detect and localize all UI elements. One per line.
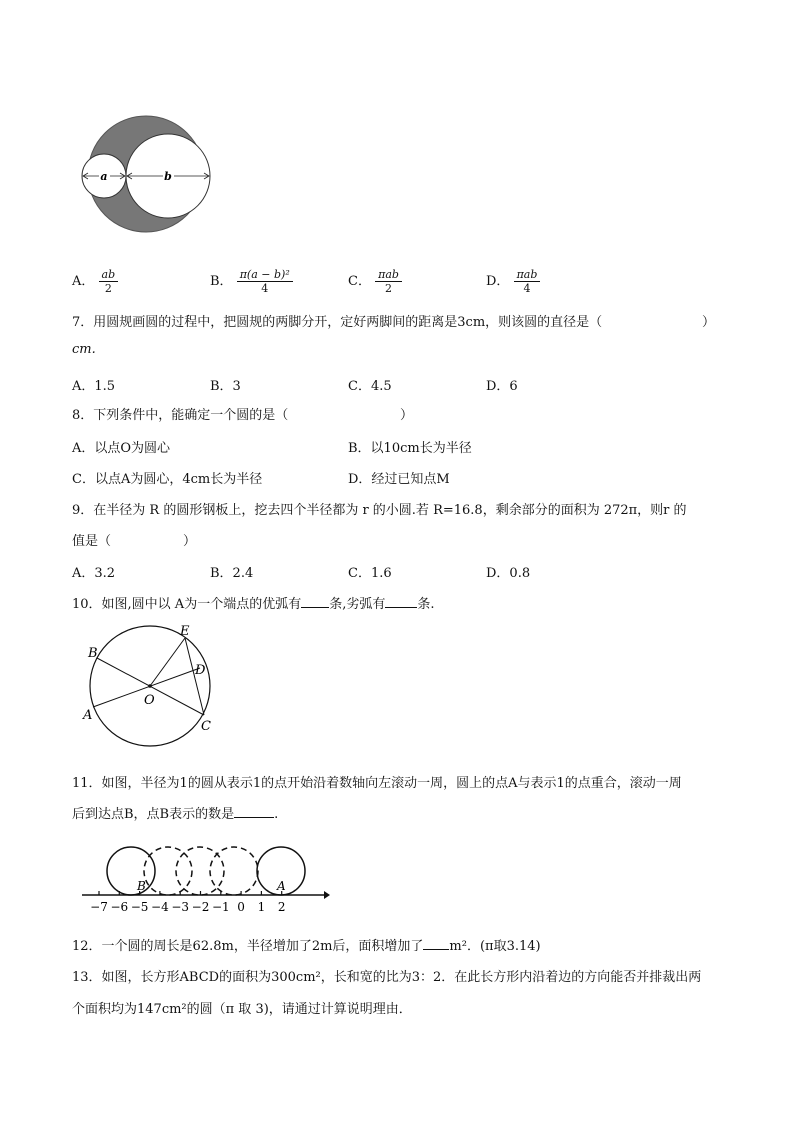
q8-stem: 8．下列条件中，能确定一个圆的是（ — [72, 408, 289, 423]
q7-option-c[interactable]: C．4.5 — [348, 379, 392, 394]
q8-option-c[interactable]: C．以点A为圆心，4cm长为半径 — [72, 472, 263, 487]
q11-number-line-figure — [78, 835, 338, 917]
q9-stem-line2: 值是（ — [72, 534, 112, 549]
tick-label: −4 — [151, 900, 169, 914]
q6-option-b[interactable]: B． $\frac{\text{π(a − b)²}}{4}$ — [210, 268, 293, 295]
tick-label: 2 — [277, 900, 286, 914]
tick-label: −6 — [110, 900, 129, 914]
q9-option-b[interactable]: B．2.4 — [210, 566, 254, 581]
label-a: a — [100, 170, 108, 183]
q12-answer-blank[interactable] — [423, 949, 449, 950]
label-point-e: E — [180, 624, 190, 639]
q7-stem-line1: 7．用圆规画圆的过程中，把圆规的两脚分开，定好两脚间的距离是3cm，则该圆的直径是（ — [72, 315, 603, 330]
q6-circle-figure — [75, 112, 220, 237]
q10-stem: 10．如图,圆中以 A为一个端点的优弧有 条,劣弧有 条. — [72, 597, 435, 612]
axis-arrow-icon — [324, 891, 330, 899]
tick-label: 1 — [257, 900, 266, 914]
q11-stem-line1: 11．如图，半径为1的圆从表示1的点开始沿着数轴向左滚动一周，圆上的点A与表示1的点重合，滚动一周 — [72, 776, 682, 791]
q7-paren-close: ） — [702, 315, 716, 330]
q6-option-d[interactable]: D． $\frac{\text{πab}}{4}$ — [486, 268, 540, 295]
q9-stem-line1: 9．在半径为 R 的圆形钢板上，挖去四个半径都为 r 的小圆.若 R=16.8，剩余部分的面积为 272π，则r 的 — [72, 503, 687, 518]
q6-option-a[interactable]: A． $\frac{ab}{2}$ — [72, 268, 118, 295]
q9-option-d[interactable]: D．0.8 — [486, 566, 531, 581]
q8-option-a[interactable]: A．以点O为圆心 — [72, 441, 171, 456]
q12-stem: 12．一个圆的周长是62.8m，半径增加了2m后，面积增加了 m²．(π取3.14) — [72, 939, 541, 954]
tick-label: 0 — [237, 900, 245, 914]
q9-option-a[interactable]: A．3.2 — [72, 566, 116, 581]
q13-stem-line1: 13．如图，长方形ABCD的面积为300cm²，长和宽的比为3：2．在此长方形内沿着边的方向能否并排裁出两 — [72, 970, 702, 985]
q7-option-a[interactable]: A．1.5 — [72, 379, 116, 394]
tick-label: −7 — [90, 900, 108, 914]
point-b-label: B — [137, 879, 146, 893]
q11-stem-line2: 后到达点B，点B表示的数是 . — [72, 807, 279, 822]
label-point-a: A — [83, 708, 93, 723]
label-point-b: B — [88, 646, 98, 661]
q7-option-d[interactable]: D．6 — [486, 379, 518, 394]
rolling-circle-dashed-1 — [144, 847, 192, 895]
tick-label: −3 — [171, 900, 190, 914]
q11-answer-blank[interactable] — [234, 817, 274, 818]
label-b: b — [164, 170, 172, 183]
q10-answer-blank-2[interactable] — [385, 607, 417, 608]
q10-circle-figure — [80, 620, 230, 760]
center-point-o — [148, 684, 152, 688]
q10-answer-blank-1[interactable] — [301, 607, 329, 608]
q8-option-b[interactable]: B．以10cm长为半径 — [348, 441, 472, 456]
q8-option-d[interactable]: D．经过已知点M — [348, 472, 450, 487]
rolling-circle-start — [107, 847, 155, 895]
q9-option-c[interactable]: C．1.6 — [348, 566, 392, 581]
label-point-c: C — [201, 719, 211, 734]
q9-paren-close: ） — [183, 534, 197, 549]
tick-label: −1 — [211, 900, 230, 914]
tick-label: −5 — [130, 900, 149, 914]
q6-option-c[interactable]: C． $\frac{\text{πab}}{2}$ — [348, 268, 402, 295]
q7-option-b[interactable]: B．3 — [210, 379, 241, 394]
chord-o-e — [150, 638, 185, 686]
tick-label: −2 — [191, 900, 210, 914]
label-point-d: D — [195, 663, 206, 678]
rolling-circle-dashed-3 — [210, 847, 258, 895]
q7-stem-line2: cm. — [72, 342, 96, 357]
label-point-o: O — [144, 693, 155, 708]
q13-stem-line2: 个面积均为147cm²的圆（π 取 3)，请通过计算说明理由． — [72, 1002, 412, 1017]
point-a-label: A — [277, 879, 286, 893]
q8-paren-close: ） — [400, 408, 414, 423]
